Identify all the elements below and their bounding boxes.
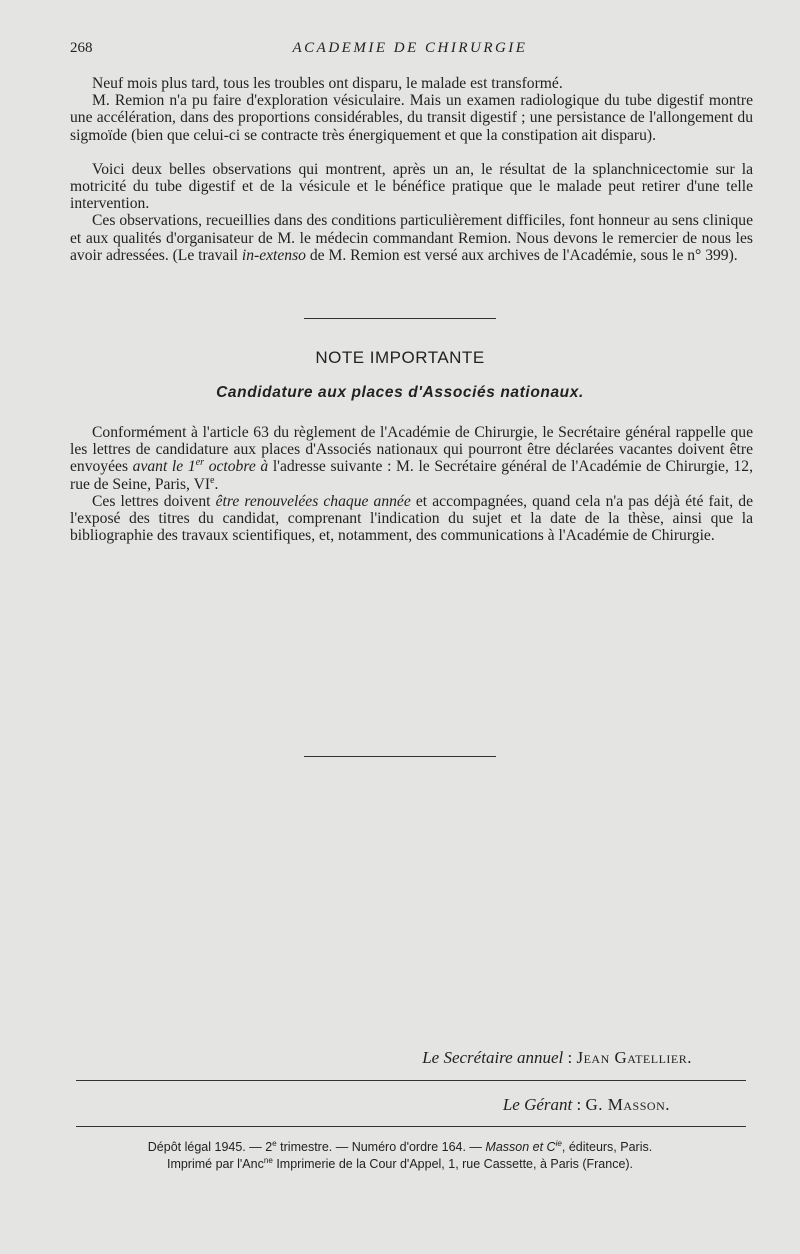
signature-label: Le Gérant — [502, 1095, 573, 1114]
imprint-text: Imprimé par l'Anc — [166, 1157, 264, 1171]
imprint-text: , éditeurs, Paris. — [561, 1140, 653, 1154]
superscript: ne — [263, 1155, 273, 1165]
section-divider — [304, 318, 496, 319]
secretary-signature — [0, 1048, 692, 1068]
legal-deposit-line — [0, 1139, 800, 1156]
italic-text: in-extenso — [241, 246, 306, 264]
italic-text — [133, 458, 269, 475]
paragraph — [70, 212, 753, 264]
signature-label: Le Secrétaire annuel — [422, 1048, 564, 1067]
paragraph-text: . — [214, 475, 219, 493]
page-header — [70, 40, 750, 60]
paragraph-text: et accompagnées, quand cela n'a pas déjà été fait, de l'exposé des titres du candidat, comprenant l'indication du sujet et la date de la thèse, ainsi que la bibliographie des travaux scientifiques, et, notamment, des communications à l'Académie de Chirurgie. — [70, 492, 753, 545]
paragraph-text: Conformément à l'article 63 du règlement de l'Académie de Chirurgie, le Secrétaire général rappelle que les lettres de candidature aux places d'Associés nationaux qui pourront être déclarées vacantes doivent être envoyées — [70, 424, 753, 476]
paragraph-text: de M. Remion est versé aux archives de l'Académie, sous le n° 399). — [305, 246, 738, 264]
printer-line — [0, 1156, 800, 1173]
footer-rule — [76, 1080, 746, 1081]
italic-part: avant le 1 — [132, 458, 196, 476]
signature-separator: : — [563, 1048, 577, 1067]
imprint-text: trimestre. — Numéro d'ordre 164. — — [276, 1140, 486, 1154]
superscript: e — [210, 474, 215, 486]
paragraph: M. Remion n'a pu faire d'exploration vésiculaire. Mais un examen radiologique du tube digestif montre une accélération, dans des proportions considérables, du transit digestif ; une persistance de l'allongement du sigmoïde (bien que celui-ci se contracte très énergiquement et que la constipation ait disparu). — [70, 92, 753, 144]
imprint-text: Imprimerie de la Cour d'Appel, 1, rue Cassette, à Paris (France). — [272, 1157, 634, 1171]
signature-name: Jean Gatellier. — [576, 1048, 692, 1067]
italic-part: octobre à — [204, 458, 269, 476]
page-number: 268 — [70, 40, 93, 56]
paragraph-text: l'adresse suivante : M. le Secrétaire général de l'Académie de Chirurgie, 12, rue de Seine, Paris, VI — [70, 458, 753, 493]
italic-text — [485, 1140, 561, 1154]
footer-rule — [76, 1126, 746, 1127]
paragraph: Neuf mois plus tard, tous les troubles ont disparu, le malade est transformé. — [92, 75, 563, 92]
paragraph — [70, 424, 753, 493]
section-divider — [304, 756, 496, 757]
running-title: ACADEMIE DE CHIRURGIE — [292, 40, 528, 56]
paragraph-text: Ces lettres doivent — [92, 492, 216, 510]
note-body — [70, 424, 753, 544]
italic-text: être renouvelées chaque année — [215, 492, 411, 510]
paragraph — [70, 161, 753, 213]
manager-signature — [0, 1095, 670, 1115]
paragraph-text: Voici deux belles observations qui montrent, après un an, le résultat de la splanchnicectomie sur la motricité du tube digestif et de la vésicule et le bénéfice pratique que le malade peut retirer d'une telle intervention. — [70, 160, 753, 213]
superscript: e — [272, 1138, 277, 1148]
signature-separator: : — [572, 1095, 586, 1114]
italic-part: Masson et C — [485, 1140, 556, 1154]
article-conclusion — [70, 75, 753, 264]
note-title: NOTE IMPORTANTE — [315, 348, 485, 367]
superscript: ie — [555, 1138, 562, 1148]
paragraph — [70, 493, 753, 545]
paragraph-text: Ces observations, recueillies dans des conditions particulièrement difficiles, font honneur au sens clinique et aux qualités d'organisateur de M. le médecin commandant Remion. Nous devons le remercier de nous les avoir adressées. (Le travail — [70, 212, 753, 264]
note-subtitle: Candidature aux places d'Associés nationaux. — [216, 384, 584, 401]
superscript: er — [195, 457, 205, 469]
imprint-text: Dépôt légal 1945. — 2 — [147, 1140, 273, 1154]
signature-name: G. Masson. — [585, 1095, 670, 1114]
